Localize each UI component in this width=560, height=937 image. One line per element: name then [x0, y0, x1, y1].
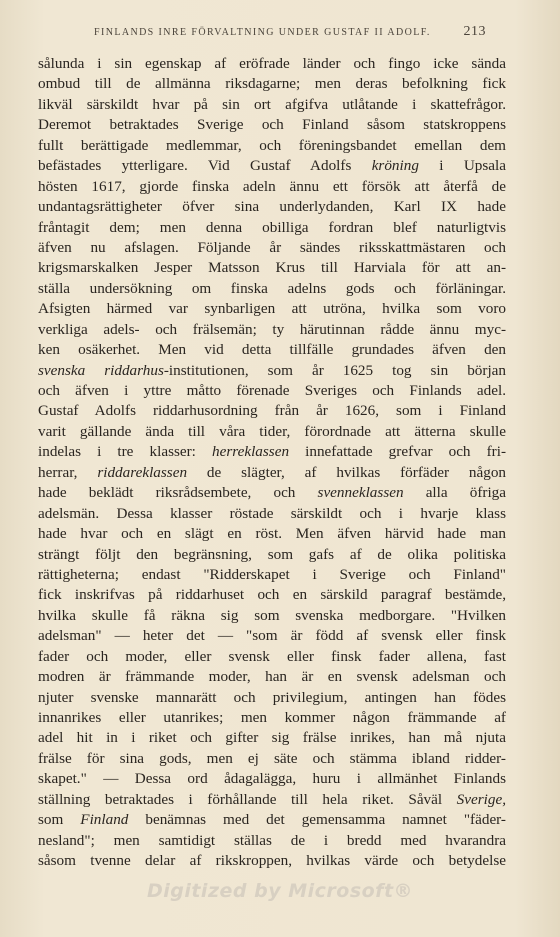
text-line: hvilka skulle få räkna sig som svenska medborgare. "Hvilken	[38, 606, 506, 624]
running-head-title: FINLANDS INRE FÖRVALTNING UNDER GUSTAF II ADOLF.	[94, 27, 431, 38]
digitization-watermark: Digitized by Microsoft®	[146, 880, 414, 902]
text-line: herrar, riddareklassen de slägter, af hvilkas förfäder någon	[38, 463, 507, 481]
text-line: likväl särskildt hvar på sin ort afgifva utlåtande i skattefrågor.	[38, 95, 506, 113]
text-line: ombud till de allmänna riksdagarne; men deras befolkning fick	[38, 75, 506, 93]
text-line: Deremot betraktades Sverige och Finland såsom statskroppens	[38, 116, 506, 134]
text-line: svenska riddarhus-institutionen, som år 1625 tog sin början	[38, 361, 506, 379]
text-line: ken osäkerhet. Men vid detta tillfälle grundades äfven den	[38, 341, 506, 359]
text-line: adelsmän. Dessa klasser röstade särskildt och i hvarje klass	[38, 504, 506, 522]
text-line: modren är främmande moder, han är en svensk adelsman och	[38, 668, 506, 686]
text-line: fullt berättigade medlemmar, och föreningsbandet emellan dem	[38, 136, 506, 154]
text-line: Afsigten härmed var synbarligen att utröna, hvilka som voro	[38, 300, 506, 318]
text-line: indelas i tre klasser: herreklassen innefattade grefvar och fri-	[38, 443, 507, 461]
text-line: sålunda i sin egenskap af eröfrade länder och fingo icke sända	[38, 55, 506, 72]
text-line: adel hit in i riket och gifter sig frälse inrikes, han må njuta	[38, 729, 506, 747]
text-line: krigsmarskalken Jesper Matsson Krus till Harviala för att an-	[38, 259, 506, 277]
text-line: befästades ytterligare. Vid Gustaf Adolfs kröning i Upsala	[38, 157, 506, 175]
text-line: innanrikes eller utanrikes; men kommer någon främmande af	[38, 709, 506, 726]
text-line: fader och moder, eller svensk eller finsk fader allena, fast	[38, 647, 506, 665]
text-line: ställning betraktades i förhållande till hela riket. Såväl Sverige,	[38, 790, 506, 808]
body-text	[38, 54, 506, 872]
text-line: Gustaf Adolfs riddarhusordning från år 1626, som i Finland	[38, 402, 506, 420]
text-line: verkliga adels- och frälsemän; ty härutinnan rådde ännu myc-	[38, 320, 506, 338]
text-line: nesland"; men samtidigt ställas de i bredd med hvarandra	[38, 831, 506, 849]
text-line: hade beklädt riksrådsembete, och svenneklassen alla öfriga	[38, 484, 506, 502]
text-line: hösten 1617, gjorde finska adeln ännu ett försök att återfå de	[38, 177, 506, 195]
text-line: strängt följt den begränsning, som gafs af de olika politiska	[38, 545, 506, 563]
text-line: undantagsrättigheter öfver sina underlydanden, Karl IX hade	[38, 198, 506, 216]
text-line: och äfven i yttre måtto förenade Sveriges och Finlands adel.	[38, 382, 506, 399]
text-line: fick inskrifvas på riddarhuset och en särskild paragraf bestämde,	[38, 586, 506, 604]
text-line: ställa undersökning om finska adelns gods och förläningar.	[38, 279, 506, 297]
text-line: som Finland benämnas med det gemensamma namnet "fäder-	[38, 811, 506, 829]
text-line: varit gällande ända till våra tider, förordnade att ätterna skulle	[38, 422, 506, 440]
page-number: 213	[463, 24, 486, 39]
text-line: frälse för sina gods, men ej säte och stämma ibland ridder-	[38, 749, 506, 767]
text-line: äfven nu afslagen. Följande år sändes riksskattmästaren och	[38, 238, 506, 256]
text-line: adelsman" — heter det — "som är född af svensk eller finsk	[38, 627, 506, 645]
text-line: skapet." — Dessa ord ådagalägga, huru i allmänhet Finlands	[38, 770, 506, 788]
text-line: njuter svenske mannarätt och privilegium, antingen han födes	[38, 688, 506, 706]
text-line: hade hvar och en slägt en röst. Men äfven härvid hade man	[38, 525, 506, 543]
text-line: fråntagit dem; men denna obilliga fordran blef naturligtvis	[38, 218, 506, 236]
text-line: såsom tvenne delar af rikskroppen, hvilkas värde och betydelse	[38, 852, 506, 870]
text-line: rättigheterna; endast "Ridderskapet i Sverige och Finland"	[38, 565, 506, 583]
running-head	[94, 24, 486, 42]
